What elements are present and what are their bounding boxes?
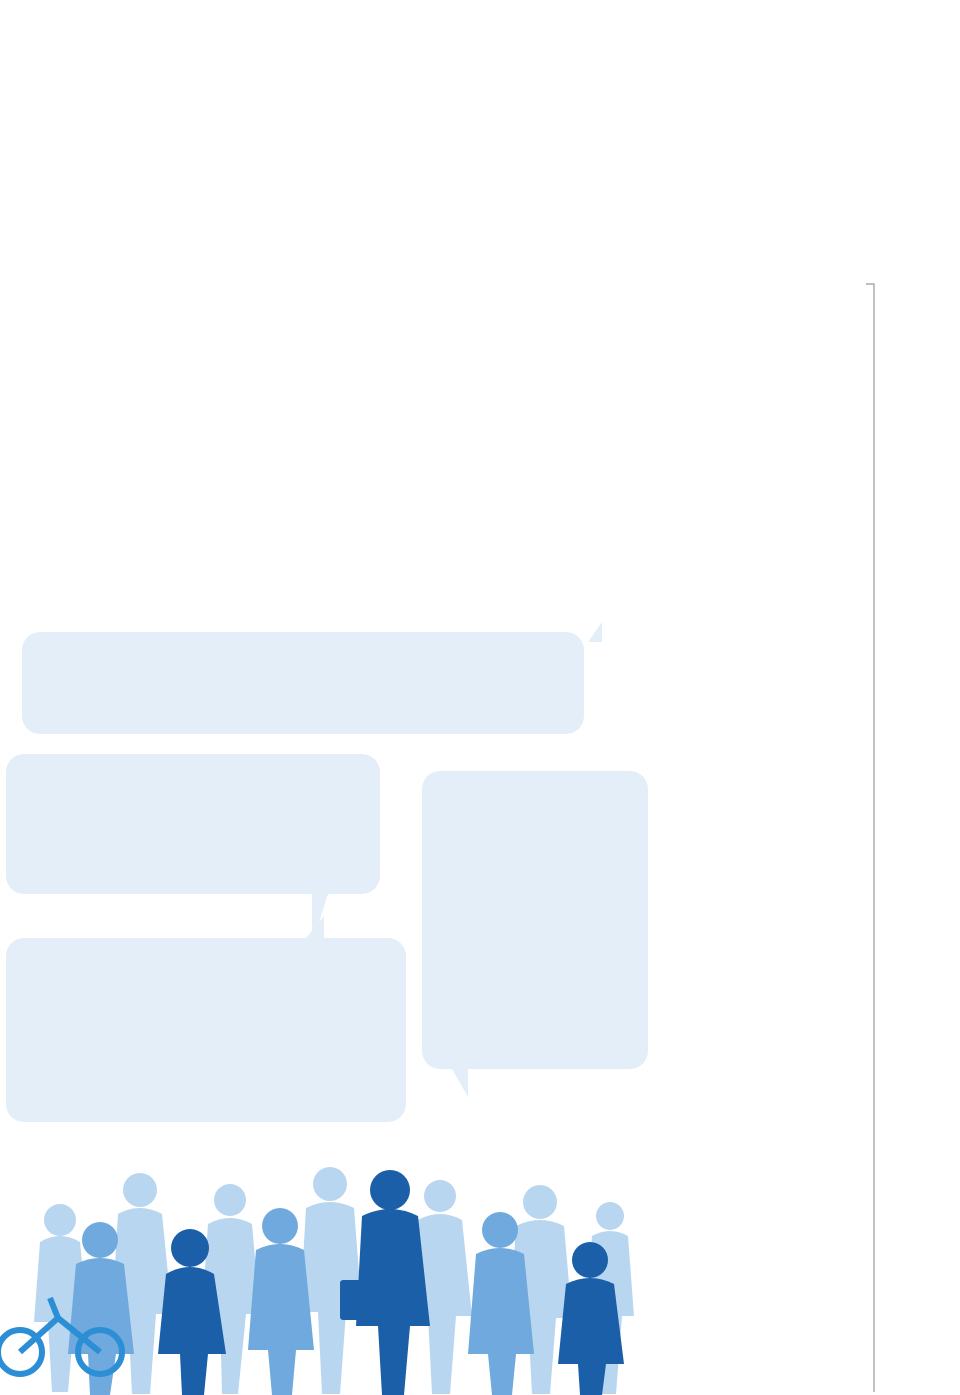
quote-tail bbox=[588, 622, 602, 642]
total-bracket bbox=[866, 284, 874, 1392]
quote-bubble-3 bbox=[422, 771, 648, 1069]
stacked-bar-chart bbox=[866, 270, 960, 1395]
quote-bubble-2 bbox=[6, 754, 380, 894]
quote-bubble-1 bbox=[22, 632, 584, 734]
quote-bubble-4 bbox=[6, 938, 406, 1122]
quote-tail bbox=[452, 1069, 468, 1097]
crowd-illustration bbox=[0, 1130, 640, 1395]
quote-tail bbox=[306, 916, 324, 938]
